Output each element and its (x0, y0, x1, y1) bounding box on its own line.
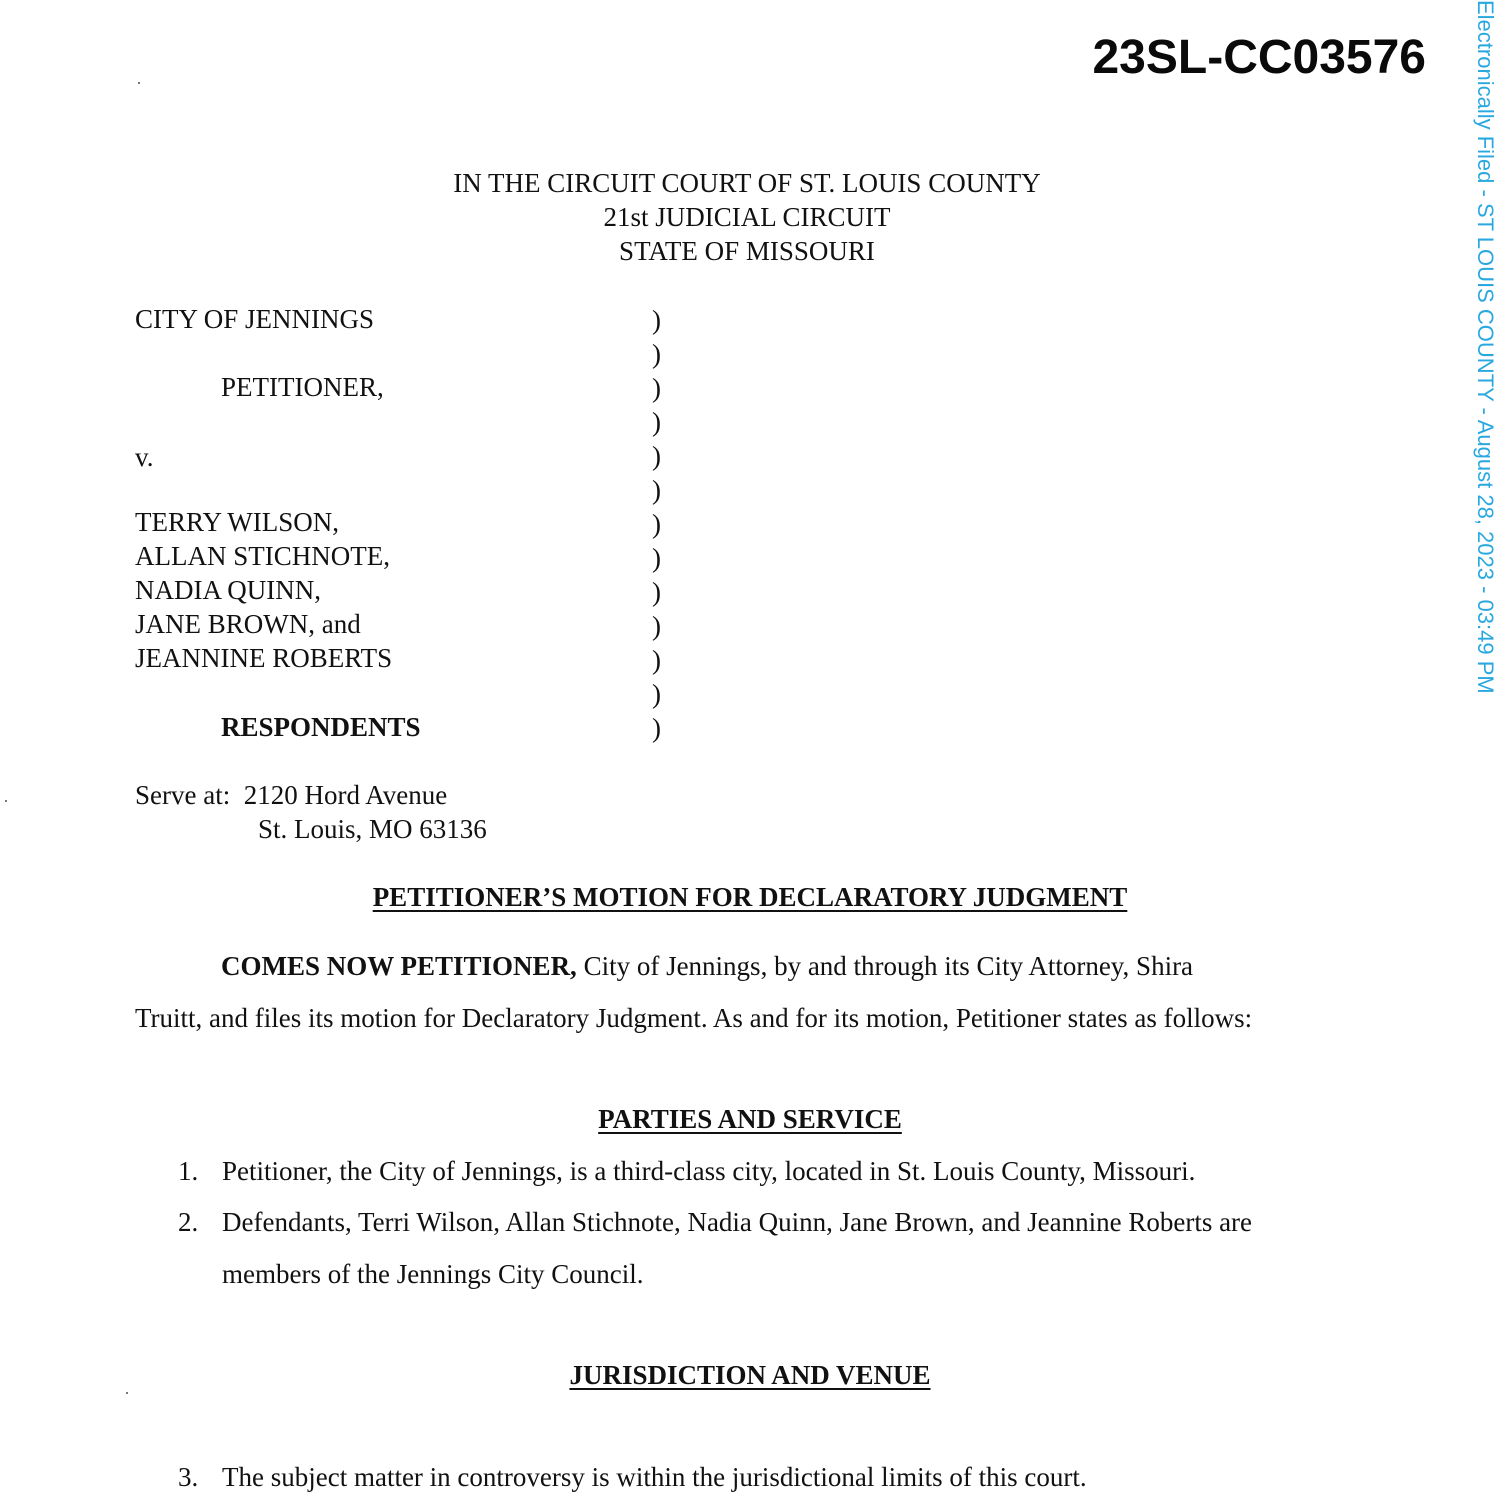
caption-parenthesis: ) (652, 305, 661, 335)
caption-parenthesis: ) (652, 679, 661, 709)
caption-parenthesis: ) (652, 713, 661, 743)
caption-parenthesis: ) (652, 577, 661, 607)
scan-speck (138, 82, 140, 84)
intro-line-2: Truitt, and files its motion for Declaratory Judgment. As and for its motion, Petitioner states as follows: (135, 1003, 1253, 1033)
item-number: 3. (178, 1462, 199, 1492)
court-heading-line-2: 21st JUDICIAL CIRCUIT (603, 202, 891, 232)
item-text-continued: members of the Jennings City Council. (222, 1259, 644, 1289)
section-title-parties (0, 1102, 1500, 1136)
intro-line-1 (221, 949, 1461, 983)
intro-bold-lead: COMES NOW PETITIONER, (221, 951, 577, 981)
electronic-filing-stamp: Electronically Filed - ST LOUIS COUNTY - August 28, 2023 - 03:49 PM (1473, 0, 1498, 694)
versus-label: v. (135, 442, 154, 472)
court-heading-line-1: IN THE CIRCUIT COURT OF ST. LOUIS COUNTY (453, 168, 1041, 198)
serve-address-line-2: St. Louis, MO 63136 (258, 814, 487, 844)
respondents-label: RESPONDENTS (221, 712, 421, 742)
respondent-name: JANE BROWN, and (135, 609, 361, 639)
item-text: The subject matter in controversy is within the jurisdictional limits of this court. (222, 1462, 1087, 1492)
petitioner-label: PETITIONER, (221, 372, 384, 402)
caption-parenthesis: ) (652, 373, 661, 403)
intro-line-1-rest: City of Jennings, by and through its City Attorney, Shira (576, 951, 1194, 981)
caption-parenthesis: ) (652, 475, 661, 505)
caption-parenthesis: ) (652, 339, 661, 369)
caption-parenthesis: ) (652, 407, 661, 437)
court-heading (0, 166, 1494, 268)
section-title-parties-text: PARTIES AND SERVICE (598, 1104, 902, 1134)
respondent-name: TERRY WILSON, (135, 507, 340, 537)
court-heading-line-3: STATE OF MISSOURI (619, 236, 875, 266)
respondent-name: JEANNINE ROBERTS (135, 643, 393, 673)
section-title-jurisdiction-text: JURISDICTION AND VENUE (569, 1360, 931, 1390)
caption-parenthesis: ) (652, 611, 661, 641)
scan-speck (5, 800, 7, 802)
case-number-stamp: 23SL-CC03576 (1092, 31, 1426, 84)
motion-title-text: PETITIONER’S MOTION FOR DECLARATORY JUDGMENT (372, 882, 1128, 912)
caption-parenthesis: ) (652, 509, 661, 539)
item-text: Defendants, Terri Wilson, Allan Stichnote, Nadia Quinn, Jane Brown, and Jeannine Roberts are (222, 1207, 1253, 1237)
respondent-name: ALLAN STICHNOTE, (135, 541, 390, 571)
item-number: 1. (178, 1156, 199, 1186)
petitioner-name: CITY OF JENNINGS (135, 304, 375, 334)
section-title-jurisdiction (0, 1358, 1500, 1392)
scan-speck (126, 1392, 128, 1394)
respondent-name: NADIA QUINN, (135, 575, 321, 605)
item-text: Petitioner, the City of Jennings, is a third-class city, located in St. Louis County, Missouri. (222, 1156, 1196, 1186)
caption-parenthesis: ) (652, 543, 661, 573)
serve-label: Serve at: (135, 780, 231, 810)
serve-address (135, 778, 487, 846)
motion-title (0, 880, 1500, 914)
serve-address-line-1: 2120 Hord Avenue (243, 780, 448, 810)
caption-parenthesis: ) (652, 645, 661, 675)
item-number: 2. (178, 1207, 199, 1237)
caption-parenthesis: ) (652, 441, 661, 471)
